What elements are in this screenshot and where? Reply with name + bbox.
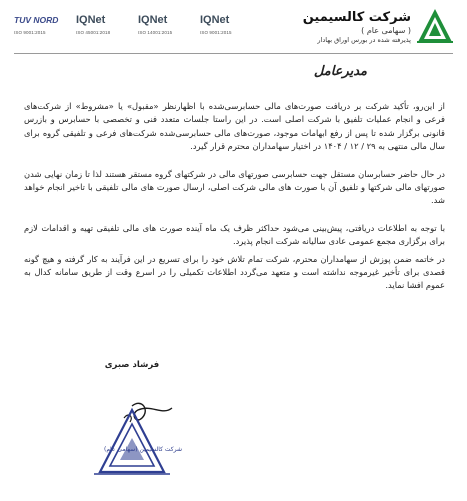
cert-name: IQNet xyxy=(76,14,106,26)
company-type: ( سهامی عام ) xyxy=(361,26,411,35)
cert-name: IQNet xyxy=(138,14,168,26)
cert-name: IQNet xyxy=(200,14,230,26)
cert-label: ISO 9001:2015 xyxy=(200,30,232,35)
letter-paragraph: از این‌رو، تأکید شرکت بر دریافت صورت‌های مالی حسابرسی‌شده با اظهارنظر «مقبول» یا «مشروط» از شرکت‌های فرعی و انجام عملیات تلفیق با شرکت اصلی است. در این راستا جلسات متعدد فنی و تخصصی با حسابرس و بازرس قانونی برگزار شده تا پس از رفع ابهامات موجود، صورت‌های مالی حسابرسی‌شده شرکت‌های فرعی و تلفیقی گروه برای سال مالی منتهی به ۲۹ / ۱۲ / ۱۴۰۴ در اختیار سهامداران محترم قرار گیرد. xyxy=(24,101,445,152)
signatory-name: فرشاد صبری xyxy=(104,360,160,370)
cert-label: ISO 14001:2015 xyxy=(138,30,173,35)
cert-iqnet-14001 xyxy=(138,10,188,50)
cert-label: ISO 45001:2018 xyxy=(76,30,111,35)
company-listing: پذیرفته شده در بورس اوراق بهادار xyxy=(317,36,411,44)
letter-paragraph: با توجه به اطلاعات دریافتی، پیش‌بینی می‌شود حداکثر ظرف یک ماه آینده صورت های مالی تلفیقی تهیه و اقدامات لازم برای برگزاری مجمع عمومی عادی سالیانه شرکت انجام پذیرد. xyxy=(24,222,445,247)
header-divider xyxy=(14,53,453,54)
stamp-text: شرکت کالسیمین (سهامی عام) xyxy=(104,446,182,453)
certifications xyxy=(14,10,254,50)
letter-body xyxy=(24,100,445,307)
cert-iqnet-45001 xyxy=(76,10,126,50)
cert-tuv xyxy=(14,10,64,50)
signature-block xyxy=(70,360,200,490)
letter-paragraph: در خاتمه ضمن پوزش از سهامداران محترم، شرکت تمام تلاش خود را برای تسریع در این فرآیند به کار گرفته و هیچ گونه قصدی برای تأخیر غیرموجه نداشته است و متعهد می‌گردد اطلاعات تکمیلی را در اسرع وقت از طریق سامانه کدال به عموم افشا نماید. xyxy=(24,253,445,291)
company-info xyxy=(261,10,411,45)
letter-paragraph: در حال حاضر حسابرسان مستقل جهت حسابرسی صورتهای مالی در شرکتهای گروه مستقر هستند لذا تا زمان نهایی شدن صورتهای مالی شرکتها و تلفیق آن با صورت های مالی شرکت اصلی، ارسال صورت های مالی تلفیقی با تاخیر انجام خواهد شد. xyxy=(24,168,445,206)
triangle-logo-icon xyxy=(417,8,453,44)
cert-iqnet-9001 xyxy=(200,10,250,50)
company-name: شرکت کالسیمین xyxy=(302,10,411,25)
letterhead xyxy=(0,0,467,58)
company-stamp-icon xyxy=(72,388,198,488)
cert-label: ISO 9001:2015 xyxy=(14,30,46,35)
salutation: مدیرعامل xyxy=(313,64,367,79)
cert-name: TUV NORD xyxy=(14,15,59,25)
